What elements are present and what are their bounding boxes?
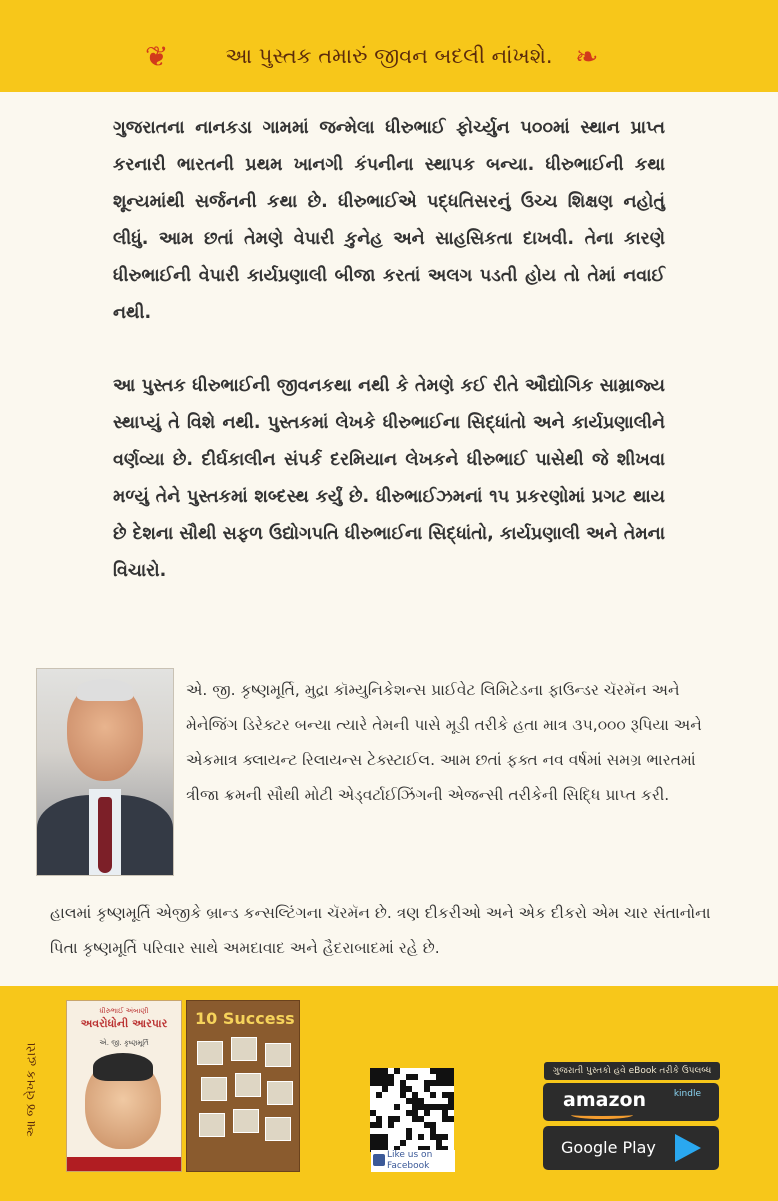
qr-cell xyxy=(376,1122,382,1128)
book2-photo xyxy=(233,1109,259,1133)
author-closing: હાલમાં કૃષ્ણમૂર્તિ એજીકે બ્રાન્ડ કન્સલ્ટિંગના ચૅરમૅન છે. ત્રણ દીકરીઓ અને એક દીકરો એમ ચાર સંતાનોના પિતા કૃષ્ણમૂર્તિ પરિવાર સાથે અમદાવાદ અને હૈદરાબાદમાં રહે છે. xyxy=(50,904,711,957)
book1-footer-strip xyxy=(67,1157,181,1171)
author-bio: એ. જી. કૃષ્ણમૂર્તિ, મુદ્રા કૉમ્યુનિકેશન્સ પ્રાઈવેટ લિમિટેડના ફાઉન્ડર ચૅરમૅન અને મેનેજિંગ ડિરેક્ટર બન્યા ત્યારે તેમની પાસે મૂડી તરીકે હતા માત્ર ૩૫,૦૦૦ રૂપિયા અને એકમાત્ર ક્લાયન્ટ રિલાયન્સ ટેક્સ્ટાઈલ. આમ છતાં ફક્ત નવ વર્ષમાં સમગ્ર ભારતમાં ત્રીજા ક્રમની સૌથી મોટી એડ્વર્ટાઈઝિંગની એજન્સી તરીકેની સિદ્ધિ પ્રાપ્ત કરી. xyxy=(186,681,702,804)
qr-cell xyxy=(406,1134,412,1140)
ebook-availability-label: ગુજરાતી પુસ્તકો હવે eBook તરીકે ઉપલબ્ધ xyxy=(544,1062,720,1080)
qr-cell xyxy=(382,1086,388,1092)
book2-photo xyxy=(265,1043,291,1067)
qr-cell xyxy=(418,1134,424,1140)
qr-cell xyxy=(376,1092,382,1098)
flourish-left-icon: ❦ xyxy=(145,40,169,73)
portrait-tie xyxy=(98,797,112,873)
amazon-smile-icon xyxy=(571,1111,633,1119)
qr-cell xyxy=(448,1116,454,1122)
portrait-hair xyxy=(77,679,133,701)
qr-cell xyxy=(394,1104,400,1110)
book1-author: એ. જી. કૃષ્ણમૂર્તિ xyxy=(99,1039,149,1047)
google-play-icon xyxy=(675,1134,701,1162)
facebook-line1: Like us on xyxy=(387,1150,433,1160)
book1-title: અવરોધોની આરપાર xyxy=(80,1017,168,1030)
qr-cell xyxy=(400,1140,406,1146)
qr-cell xyxy=(448,1104,454,1110)
qr-code[interactable] xyxy=(370,1068,454,1152)
description-paragraph-1: ગુજરાતના નાનકડા ગામમાં જન્મેલા ધીરુભાઈ ફોર્ચ્યુન ૫૦૦માં સ્થાન પ્રાપ્ત કરનારી ભારતની પ્રથમ ખાનગી કંપનીના સ્થાપક બન્યા. ધીરુભાઈની કથા શૂન્યમાંથી સર્જનની કથા છે. ધીરુભાઈએ પદ્ધતિસરનું ઉચ્ચ શિક્ષણ નહોતું લીધું. આમ છતાં તેમણે વેપારી કુનેહ અને સાહસિકતા દાખવી. તેના કારણે ધીરુભાઈની વેપારી કાર્યપ્રણાલી બીજા કરતાં અલગ પડતી હોય તો તેમાં નવાઈ નથી. xyxy=(113,118,665,323)
facebook-icon xyxy=(373,1154,385,1166)
book2-photo xyxy=(199,1113,225,1137)
qr-cell xyxy=(388,1080,394,1086)
qr-cell xyxy=(394,1068,400,1074)
kindle-label: kindle xyxy=(673,1089,701,1099)
book2-photo xyxy=(265,1117,291,1141)
book2-title: 10 Success xyxy=(195,1009,295,1028)
amazon-kindle-button[interactable] xyxy=(543,1083,719,1121)
facebook-like-badge[interactable] xyxy=(371,1150,455,1172)
google-play-button[interactable] xyxy=(543,1126,719,1170)
qr-cell xyxy=(430,1092,436,1098)
book2-photo xyxy=(231,1037,257,1061)
book2-photo xyxy=(201,1077,227,1101)
facebook-line2: Facebook xyxy=(387,1161,430,1171)
top-banner xyxy=(0,0,778,92)
book-cover-1[interactable] xyxy=(66,1000,182,1172)
qr-cell xyxy=(442,1134,448,1140)
book1-hair xyxy=(93,1053,153,1081)
book2-photo xyxy=(235,1073,261,1097)
description-paragraph-2: આ પુસ્તક ધીરુભાઈની જીવનકથા નથી કે તેમણે કઈ રીતે ઔદ્યોગિક સામ્રાજ્ય સ્થાપ્યું તે વિશે નથી. પુસ્તકમાં લેખકે ધીરુભાઈના સિદ્ધાંતો અને કાર્યપ્રણાલીને વર્ણવ્યા છે. દીર્ઘકાલીન સંપર્ક દરમિયાન લેખકને ધીરુભાઈ પાસેથી જે શીખવા મળ્યું તેને પુસ્તકમાં શબ્દસ્થ કર્યું છે. ધીરુભાઈઝમનાં ૧૫ પ્રકરણોમાં પ્રગટ થાય છે દેશના સૌથી સફળ ઉદ્યોગપતિ ધીરુભાઈના સિદ્ધાંતો, કાર્યપ્રણાલી અને તેમના વિચારો. xyxy=(113,376,665,581)
qr-cell xyxy=(388,1122,394,1128)
author-photo xyxy=(36,668,174,876)
book2-photo xyxy=(197,1041,223,1065)
by-same-author-label: આ જ લેખક દ્વારા xyxy=(24,1042,39,1138)
book1-series-line: ધીરુભાઈ અંબાણી xyxy=(99,1007,149,1015)
tagline: આ પુસ્તક તમારું જીવન બદલી નાંખશે. xyxy=(225,44,553,68)
amazon-label: amazon xyxy=(563,1089,647,1111)
flourish-right-icon: ❧ xyxy=(575,40,599,73)
book-cover-2[interactable] xyxy=(186,1000,300,1172)
qr-cell xyxy=(394,1116,400,1122)
book2-photo xyxy=(267,1081,293,1105)
qr-cell xyxy=(412,1074,418,1080)
google-play-label: Google Play xyxy=(561,1138,656,1157)
qr-cell xyxy=(448,1080,454,1086)
qr-cell xyxy=(424,1110,430,1116)
